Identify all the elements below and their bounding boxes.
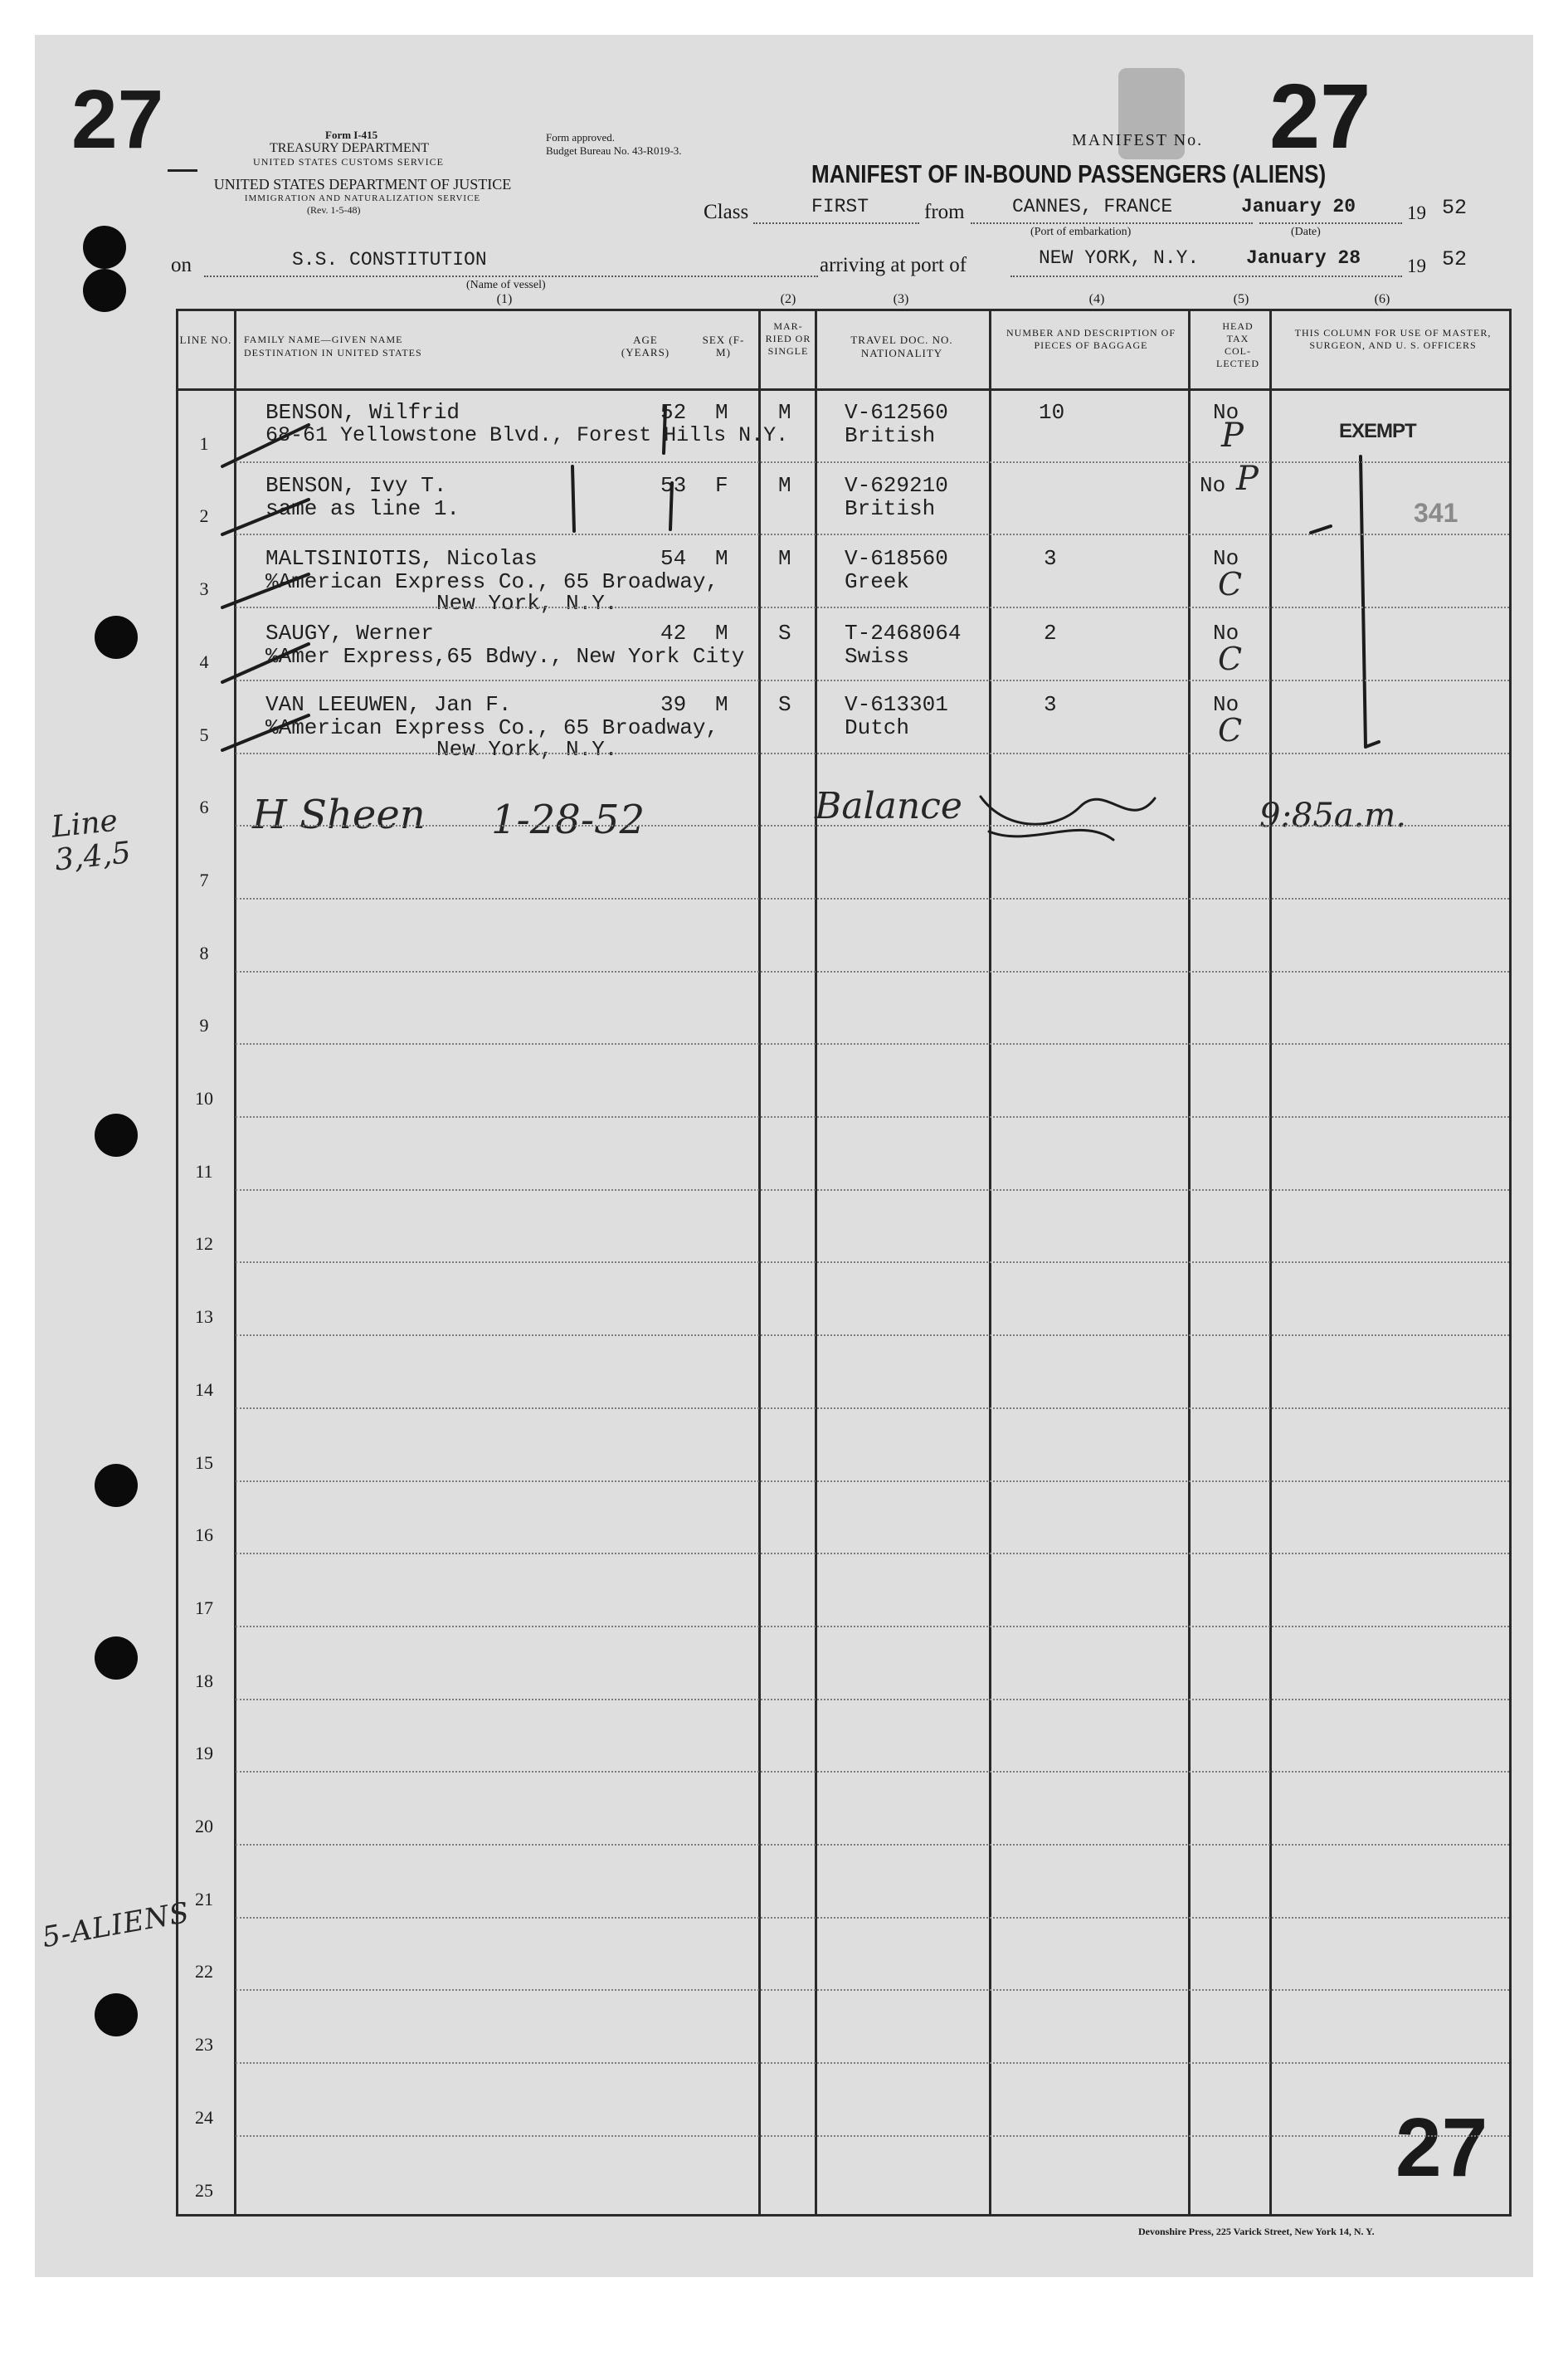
form-dept: TREASURY DEPARTMENT <box>269 141 430 155</box>
head-tax-mark: C <box>1218 641 1243 677</box>
left-margin-note: Line 3,4,5 <box>50 803 133 878</box>
header-officer-use: THIS COLUMN FOR USE OF MASTER, SURGEON, AND U. S. OFFICERS <box>1294 327 1492 351</box>
embark-caption: (Port of embarkation) <box>1030 226 1132 238</box>
head-tax-mark: P <box>1221 417 1244 455</box>
passenger-head-tax: No <box>1213 400 1239 425</box>
on-label: on <box>171 254 192 276</box>
passenger-sex: M <box>715 546 728 571</box>
passenger-baggage: 2 <box>1044 621 1057 646</box>
line-number: 6 <box>199 797 209 817</box>
passenger-destination-2: New York, N.Y. <box>436 591 618 616</box>
line-number: 7 <box>199 870 209 890</box>
stamp-top-right: 27 <box>1269 66 1371 168</box>
passenger-age: 39 <box>660 692 687 717</box>
class-value: FIRST <box>811 196 869 217</box>
year-value-2: 52 <box>1442 247 1468 271</box>
arrival-port: NEW YORK, N.Y. <box>1039 247 1200 269</box>
row-separator <box>236 898 1509 900</box>
row-separator <box>236 680 1509 681</box>
passenger-head-tax: No <box>1213 546 1239 571</box>
handwritten-balance: Balance <box>815 785 962 827</box>
printer-imprint: Devonshire Press, 225 Varick Street, New York 14, N. Y. <box>1138 2226 1375 2237</box>
margin-number: 341 <box>1414 498 1458 528</box>
line-number: 24 <box>195 2107 213 2128</box>
row-separator <box>236 1261 1509 1263</box>
manifest-sheet <box>35 35 1533 2277</box>
form-number: Form I-415 <box>325 129 378 141</box>
row-separator <box>236 534 1509 535</box>
row-separator <box>236 1116 1509 1118</box>
form-service: UNITED STATES CUSTOMS SERVICE <box>253 156 444 168</box>
line-number: 21 <box>195 1889 213 1909</box>
line-number: 11 <box>195 1161 213 1182</box>
row-separator <box>236 971 1509 973</box>
vessel-caption: (Name of vessel) <box>466 279 546 291</box>
header-line-no: LINE NO. <box>179 334 232 346</box>
passenger-age: 52 <box>660 400 687 425</box>
year-prefix-1: 19 <box>1407 202 1426 223</box>
header-baggage: NUMBER AND DESCRIPTION OF PIECES OF BAGGAGE <box>1006 327 1176 351</box>
line-number: 8 <box>199 943 209 963</box>
row-separator <box>236 1553 1509 1554</box>
stamp-top-left: 27 <box>71 73 164 166</box>
year-prefix-2: 19 <box>1407 256 1426 276</box>
passenger-doc: V-618560 <box>845 546 948 571</box>
arrival-date: January 28 <box>1246 247 1361 269</box>
row-separator <box>236 1480 1509 1482</box>
header-age: AGE (YEARS) <box>621 334 670 358</box>
manifest-no-label: MANIFEST No. <box>1072 131 1204 149</box>
passenger-doc: V-629210 <box>845 473 948 498</box>
passenger-destination-2: New York, N.Y. <box>436 737 618 762</box>
handwritten-date: 1-28-52 <box>491 797 645 843</box>
form-approved: Form approved. <box>546 131 616 144</box>
line-number: 22 <box>195 1961 213 1982</box>
line-number: 3 <box>199 578 209 599</box>
passenger-marital: S <box>778 621 791 646</box>
passenger-sex: F <box>715 473 728 498</box>
passenger-marital: M <box>778 400 791 425</box>
passenger-nationality: British <box>845 423 936 448</box>
exempt-stamp: EXEMPT <box>1339 420 1416 442</box>
passenger-doc: T-2468064 <box>845 621 962 646</box>
row-separator <box>236 461 1509 463</box>
line-number: 14 <box>195 1379 213 1400</box>
line-number: 15 <box>195 1452 213 1473</box>
passenger-nationality: Dutch <box>845 715 910 740</box>
passenger-baggage: 10 <box>1039 400 1065 425</box>
colnum-6: (6) <box>1374 292 1390 306</box>
colnum-4: (4) <box>1088 292 1105 306</box>
aliens-count-note: 5-ALIENS <box>39 1895 192 1955</box>
row-separator <box>236 1189 1509 1191</box>
passenger-name: VAN LEEUWEN, Jan F. <box>265 692 512 717</box>
header-nationality: NATIONALITY <box>860 347 943 359</box>
header-married: MAR- RIED OR SINGLE <box>765 320 811 357</box>
line-number: 20 <box>195 1816 213 1836</box>
class-label: Class <box>704 201 749 223</box>
passenger-baggage: 3 <box>1044 546 1057 571</box>
passenger-marital: S <box>778 692 791 717</box>
row-separator <box>236 825 1509 827</box>
passenger-sex: M <box>715 692 728 717</box>
form-rev: (Rev. 1-5-48) <box>307 204 361 216</box>
handwritten-time: 9:85a.m. <box>1259 797 1407 835</box>
passenger-sex: M <box>715 621 728 646</box>
passenger-age: 54 <box>660 546 687 571</box>
passenger-doc: V-613301 <box>845 692 948 717</box>
passenger-nationality: Swiss <box>845 644 910 669</box>
manifest-title: MANIFEST OF IN-BOUND PASSENGERS (ALIENS) <box>811 159 1327 188</box>
passenger-head-tax: No <box>1200 473 1226 498</box>
form-budget: Budget Bureau No. 43-R019-3. <box>546 144 682 157</box>
row-separator <box>236 1771 1509 1773</box>
passenger-marital: M <box>778 546 791 571</box>
line-number: 17 <box>195 1597 213 1618</box>
embark-date: January 20 <box>1241 196 1356 217</box>
year-value-1: 52 <box>1442 196 1468 220</box>
colnum-2: (2) <box>780 292 796 306</box>
passenger-destination: %Amer Express,65 Bdwy., New York City <box>265 644 745 669</box>
vessel-name: S.S. CONSTITUTION <box>292 249 487 271</box>
row-separator <box>236 1626 1509 1627</box>
passenger-head-tax: No <box>1213 692 1239 717</box>
line-number: 4 <box>199 651 209 672</box>
line-number: 19 <box>195 1743 213 1763</box>
line-number: 10 <box>195 1088 213 1109</box>
header-destination: DESTINATION IN UNITED STATES <box>244 347 422 358</box>
line-number: 23 <box>195 2034 213 2055</box>
passenger-destination: same as line 1. <box>265 496 460 521</box>
passenger-destination: %American Express Co., 65 Broadway, <box>265 715 719 740</box>
row-separator <box>236 753 1509 754</box>
passenger-age: 53 <box>660 473 687 498</box>
passenger-name: MALTSINIOTIS, Nicolas <box>265 546 538 571</box>
line-number: 16 <box>195 1524 213 1545</box>
row-separator <box>236 1407 1509 1409</box>
header-sex: SEX (F-M) <box>702 334 745 358</box>
passenger-sex: M <box>715 400 728 425</box>
row-separator <box>236 1699 1509 1700</box>
passenger-head-tax: No <box>1213 621 1239 646</box>
form-justice: UNITED STATES DEPARTMENT OF JUSTICE <box>213 176 512 193</box>
passenger-age: 42 <box>660 621 687 646</box>
line-number: 1 <box>199 433 209 454</box>
header-head-tax: HEAD TAX COL- LECTED <box>1216 320 1259 369</box>
header-travel-doc: TRAVEL DOC. NO. <box>850 334 953 346</box>
row-separator <box>236 1844 1509 1846</box>
colnum-3: (3) <box>893 292 909 306</box>
from-label: from <box>924 201 965 223</box>
row-separator <box>236 1043 1509 1045</box>
line-number: 2 <box>199 505 209 526</box>
passenger-destination: %American Express Co., 65 Broadway, <box>265 569 719 594</box>
pen-strokes <box>35 35 1533 2277</box>
row-separator <box>236 1917 1509 1919</box>
signature-inspector: H Sheen <box>252 792 426 838</box>
passenger-doc: V-612560 <box>845 400 948 425</box>
row-separator <box>236 1989 1509 1991</box>
from-port: CANNES, FRANCE <box>1012 196 1173 217</box>
passenger-destination: 68-61 Yellowstone Blvd., Forest Hills N.Y. <box>265 423 789 447</box>
header-name: FAMILY NAME—GIVEN NAME <box>244 334 403 345</box>
passenger-nationality: Greek <box>845 569 910 594</box>
form-ins: IMMIGRATION AND NATURALIZATION SERVICE <box>244 193 481 203</box>
passenger-name: BENSON, Wilfrid <box>265 400 460 425</box>
line-number: 12 <box>195 1233 213 1254</box>
colnum-1: (1) <box>496 292 513 306</box>
stamp-bottom-right: 27 <box>1395 2101 1488 2194</box>
row-separator <box>236 2135 1509 2137</box>
passenger-name: BENSON, Ivy T. <box>265 473 447 498</box>
head-tax-mark: P <box>1236 460 1259 498</box>
date-caption: (Date) <box>1291 226 1321 238</box>
head-tax-mark: C <box>1218 712 1243 749</box>
passenger-baggage: 3 <box>1044 692 1057 717</box>
passenger-marital: M <box>778 473 791 498</box>
row-separator <box>236 1334 1509 1336</box>
line-number: 13 <box>195 1306 213 1327</box>
arriving-label: arriving at port of <box>820 254 967 276</box>
head-tax-mark: C <box>1218 566 1243 602</box>
row-separator <box>236 607 1509 608</box>
line-number: 5 <box>199 724 209 745</box>
line-number: 25 <box>195 2180 213 2201</box>
passenger-nationality: British <box>845 496 936 521</box>
passenger-name: SAUGY, Werner <box>265 621 434 646</box>
line-number: 18 <box>195 1670 213 1691</box>
colnum-5: (5) <box>1233 292 1249 306</box>
row-separator <box>236 2062 1509 2064</box>
line-number: 9 <box>199 1015 209 1036</box>
